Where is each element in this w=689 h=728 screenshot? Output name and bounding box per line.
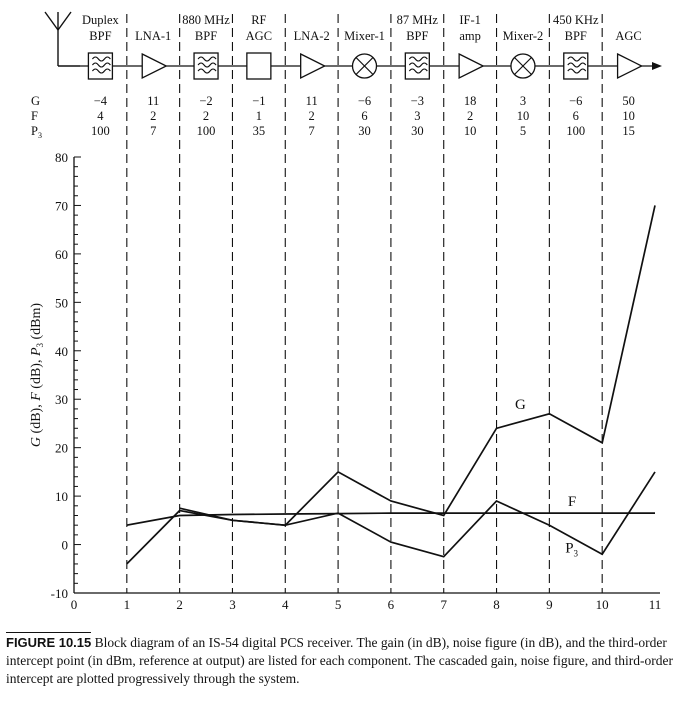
component-3 [182,13,230,79]
x-tick-label: 4 [282,597,289,612]
component-label: LNA-2 [293,29,330,43]
component-2 [135,29,171,78]
component-label: Duplex [82,13,119,27]
y-tick-label: 0 [61,537,68,553]
caption-text: Block diagram of an IS-54 digital PCS receiver. The gain (in dB), noise figure (in dB), and the third-order intercept point (in dBm, reference at output) are listed for each component. The cascaded gain, noise figure, and third-order intercept are plotted progressively through the system. [6,635,673,686]
param-f-value: 3 [414,109,421,123]
agc-block-icon [247,53,271,79]
amplifier-icon [301,54,325,78]
x-tick-label: 2 [176,597,183,612]
component-label: 450 KHz [553,13,599,27]
component-4 [246,13,272,79]
component-label: AGC [615,29,642,43]
param-p3-value: 15 [622,124,635,138]
row-label-g: G [31,94,41,108]
y-tick-label: 20 [55,440,68,456]
component-label: Mixer-2 [502,29,544,43]
param-f-value: 10 [516,109,530,123]
y-tick-label: 80 [55,150,68,165]
x-tick-label: 5 [334,597,342,612]
param-g-value: −6 [569,94,583,108]
param-g-value: 11 [305,94,318,108]
param-g-value: 3 [519,94,527,108]
component-7 [397,13,439,79]
param-p3-value: 7 [150,124,157,138]
param-f-value: 2 [150,109,157,123]
param-f-value: 6 [572,109,579,123]
series-label-f: F [567,493,577,510]
param-g-value: −6 [357,94,372,108]
param-g-value: −2 [199,94,213,108]
param-f-value: 1 [255,109,262,123]
caption-label: FIGURE 10.15 [6,632,91,652]
param-g-value: −1 [252,94,266,108]
component-label: LNA-1 [135,29,172,43]
output-arrow-icon [652,62,662,70]
series-label-p3: $P_3$ [565,540,579,559]
param-g-value: 11 [147,94,160,108]
y-tick-label: 30 [55,392,68,408]
x-tick-label: 3 [229,597,236,612]
y-tick-label: 40 [55,343,68,359]
component-5 [294,29,330,78]
amplifier-icon [618,54,642,78]
x-tick-label: 9 [546,597,553,612]
component-label: BPF [194,29,218,43]
row-label-p3: $P_3$ [31,124,42,140]
y-axis [51,150,81,601]
param-g-value: −4 [93,94,108,108]
x-tick-label: 8 [493,597,500,612]
antenna-icon [45,12,80,66]
component-label: BPF [406,29,429,43]
component-label: RF [251,13,267,27]
param-f-value: 10 [622,109,635,123]
param-g-value: 18 [463,94,477,108]
x-tick-label: 10 [595,597,609,612]
component-label: 87 MHz [396,13,438,27]
y-tick-label: 50 [55,295,68,311]
param-p3-value: 100 [566,124,586,138]
param-p3-value: 100 [91,124,110,138]
x-tick-label: 0 [70,597,78,612]
component-label: Mixer-1 [344,29,385,43]
param-g-value: −3 [410,94,424,108]
component-11 [615,29,641,78]
param-p3-value: 35 [252,124,266,138]
series-label-g: G [515,396,526,413]
component-label: IF-1 [459,13,481,27]
x-tick-label: 7 [440,597,447,612]
component-1 [82,13,120,79]
param-p3-value: 30 [358,124,371,138]
block-diagram [80,13,662,79]
x-axis [71,597,662,612]
x-tick-label: 11 [648,597,662,612]
component-10 [553,13,599,79]
y-tick-label: 60 [55,246,68,262]
y-axis-label: G (dB), F (dB), $P_3$ (dBm) [29,302,45,448]
param-p3-value: 5 [519,124,527,138]
amplifier-icon [142,54,166,78]
parameter-table [31,94,635,140]
component-9 [503,29,544,78]
param-p3-value: 7 [308,124,315,138]
param-f-value: 2 [467,109,474,123]
component-label: BPF [89,29,112,43]
x-tick-label: 1 [123,597,131,612]
param-f-value: 4 [97,109,104,123]
figure-caption [6,632,684,688]
amplifier-icon [459,54,483,78]
component-6 [344,29,385,78]
component-label: BPF [564,29,587,43]
param-f-value: 2 [308,109,315,123]
param-g-value: 50 [622,94,635,108]
component-8 [459,13,483,78]
y-tick-label: -10 [50,586,68,601]
x-tick-label: 6 [387,597,395,612]
param-f-value: 2 [202,109,210,123]
param-p3-value: 30 [411,124,424,138]
y-tick-label: 70 [55,198,68,214]
param-p3-value: 10 [463,124,477,138]
param-p3-value: 100 [196,124,216,138]
y-tick-label: 10 [55,489,68,505]
component-label: 880 MHz [182,13,230,27]
row-label-f: F [31,109,38,123]
component-label: amp [459,29,481,43]
component-label: AGC [245,29,273,43]
param-f-value: 6 [361,109,368,123]
